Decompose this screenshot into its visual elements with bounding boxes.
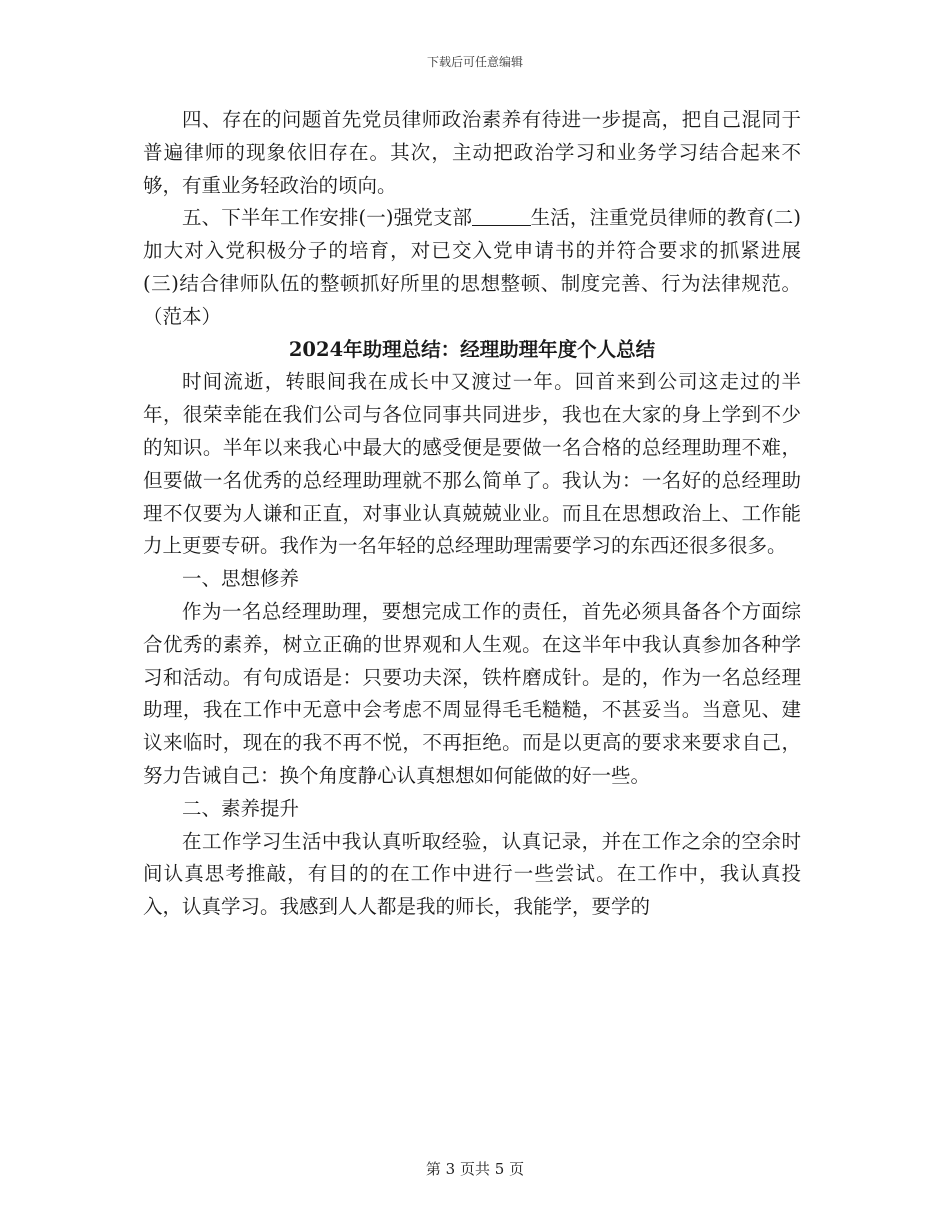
blank-underline (472, 206, 531, 227)
paragraph-plan (143, 202, 801, 333)
heading-ideology: 一、思想修养 (182, 567, 300, 591)
paragraph-problems: 四、存在的问题首先党员律师政治素养有待进一步提高，把自己混同于普遍律师的现象依旧存在。其次，主动把政治学习和业务学习结合起来不够，有重业务轻政治的顷向。 (143, 108, 801, 197)
page-header: 下载后可任意编辑 (426, 55, 523, 69)
paragraph-ideology: 作为一名总经理助理，要想完成工作的责任，首先必须具备各个方面综合优秀的素养，树立正确的世界观和人生观。在这半年中我认真参加各种学习和活动。有句成语是：只要功夫深，铁杵磨成针。是的，作为一名总经理助理，我在工作中无意中会考虑不周显得毛毛糙糙，不甚妥当。当意见、建议来临时，现在的我不再不悦，不再拒绝。而是以更高的要求来要求自己，努力告诫自己：换个角度静心认真想想如何能做的好一些。 (143, 599, 801, 787)
page-number: 第 3 页共 5 页 (425, 1160, 525, 1178)
heading-quality: 二、素养提升 (182, 796, 300, 820)
paragraph-quality: 在工作学习生活中我认真听取经验，认真记录，并在工作之余的空余时间认真思考推敲，有目的的在工作中进行一些尝试。在工作中，我认真投入，认真学习。我感到人人都是我的师长，我能学，要学的 (143, 829, 801, 919)
plan-text-after: 生活，注重党员律师的教育(二)加大对入党积极分子的培育，对已交入党申请书的并符合要求的抓紧进展(三)结合律师队伍的整顿抓好所里的思想整顿、制度完善、行为法律规范。（范本） (143, 206, 802, 328)
plan-text-before: 五、下半年工作安排(一)强党支部 (182, 206, 473, 230)
paragraph-intro: 时间流逝，转眼间我在成长中又渡过一年。回首来到公司这走过的半年，很荣幸能在我们公司与各位同事共同进步，我也在大家的身上学到不少的知识。半年以来我心中最大的感受便是要做一名合格的总经理助理不难，但要做一名优秀的总经理助理就不那么简单了。我认为：一名好的总经理助理不仅要为人谦和正直，对事业认真兢兢业业。而且在思想政治上、工作能力上更要专研。我作为一名年轻的总经理助理需要学习的东西还很多很多。 (143, 370, 801, 558)
section-title: 2024年助理总结：经理助理年度个人总结 (288, 337, 656, 361)
document-body (143, 104, 801, 924)
